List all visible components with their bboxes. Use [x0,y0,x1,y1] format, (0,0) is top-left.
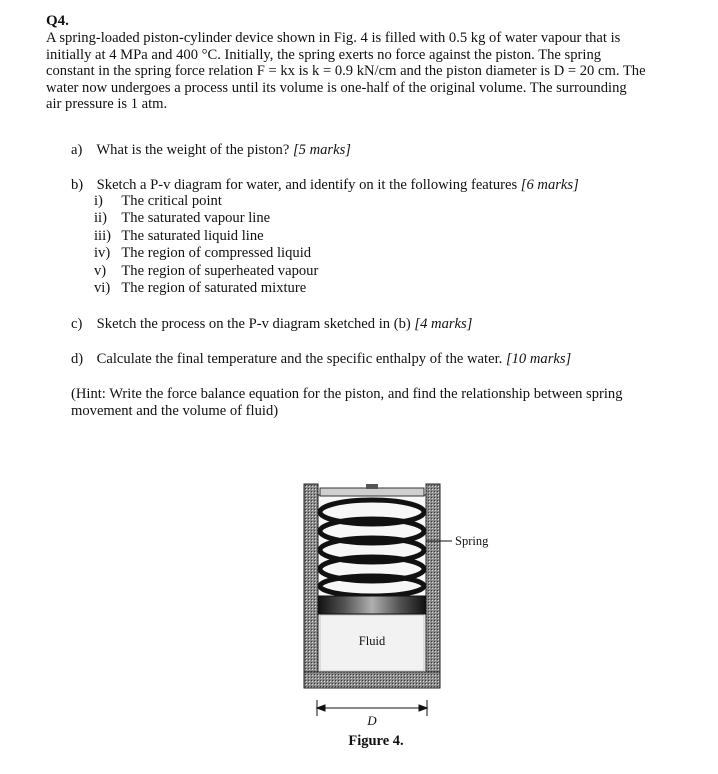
subpart-text: The region of compressed liquid [121,245,312,261]
intro-line: water now undergoes a process until its volume is one-half of the original volume. The surrounding [46,79,627,96]
subpart-label: ii) [94,210,107,226]
part-d-label: d) [71,351,84,367]
intro-line: air pressure is 1 atm. [46,96,168,112]
spring-label: Spring [455,534,489,548]
part-b-marks: [6 marks] [520,177,579,193]
subpart-text: The critical point [121,193,222,209]
part-b-label: b) [71,177,84,193]
diameter-label: D [367,713,377,728]
part-a-marks: [5 marks] [292,142,351,158]
part-d-marks: [10 marks] [505,351,572,367]
part-d-text: Calculate the final temperature and the specific enthalpy of the water. [96,351,503,367]
part-c-label: c) [71,316,83,332]
piston [318,596,426,614]
question-title: Q4. [46,13,69,29]
subpart-label: i) [94,193,103,209]
part-c-marks: [4 marks] [414,316,473,332]
part-a-text: What is the weight of the piston? [96,142,290,158]
subpart-text: The saturated liquid line [121,228,264,244]
subpart-label: v) [94,263,107,279]
subpart-text: The region of saturated mixture [121,280,307,296]
intro-line: A spring-loaded piston-cylinder device shown in Fig. 4 is filled with 0.5 kg of water vapour that is [46,30,621,46]
subpart-text: The region of superheated vapour [121,263,319,279]
figure-caption: Figure 4. [348,733,404,749]
hint-line: (Hint: Write the force balance equation for the piston, and find the relationship between spring [71,386,623,402]
subpart-label: vi) [94,280,111,296]
intro-line: initially at 4 MPa and 400 °C. Initially, the spring exerts no force against the piston. The spring [46,46,602,63]
part-b-text: Sketch a P-v diagram for water, and identify on it the following features [96,177,518,193]
part-c-text: Sketch the process on the P-v diagram sketched in (b) [96,316,411,332]
hint-line: movement and the volume of fluid) [71,402,279,419]
subpart-label: iii) [94,228,112,244]
subpart-text: The saturated vapour line [121,210,271,226]
spring-top-plate [320,484,424,496]
subpart-label: iv) [94,245,111,261]
fluid-label: Fluid [358,634,386,648]
intro-line: constant in the spring force relation F = kx is k = 0.9 kN/cm and the piston diameter is D = 20 cm. The [46,63,646,79]
part-a-label: a) [71,142,83,158]
